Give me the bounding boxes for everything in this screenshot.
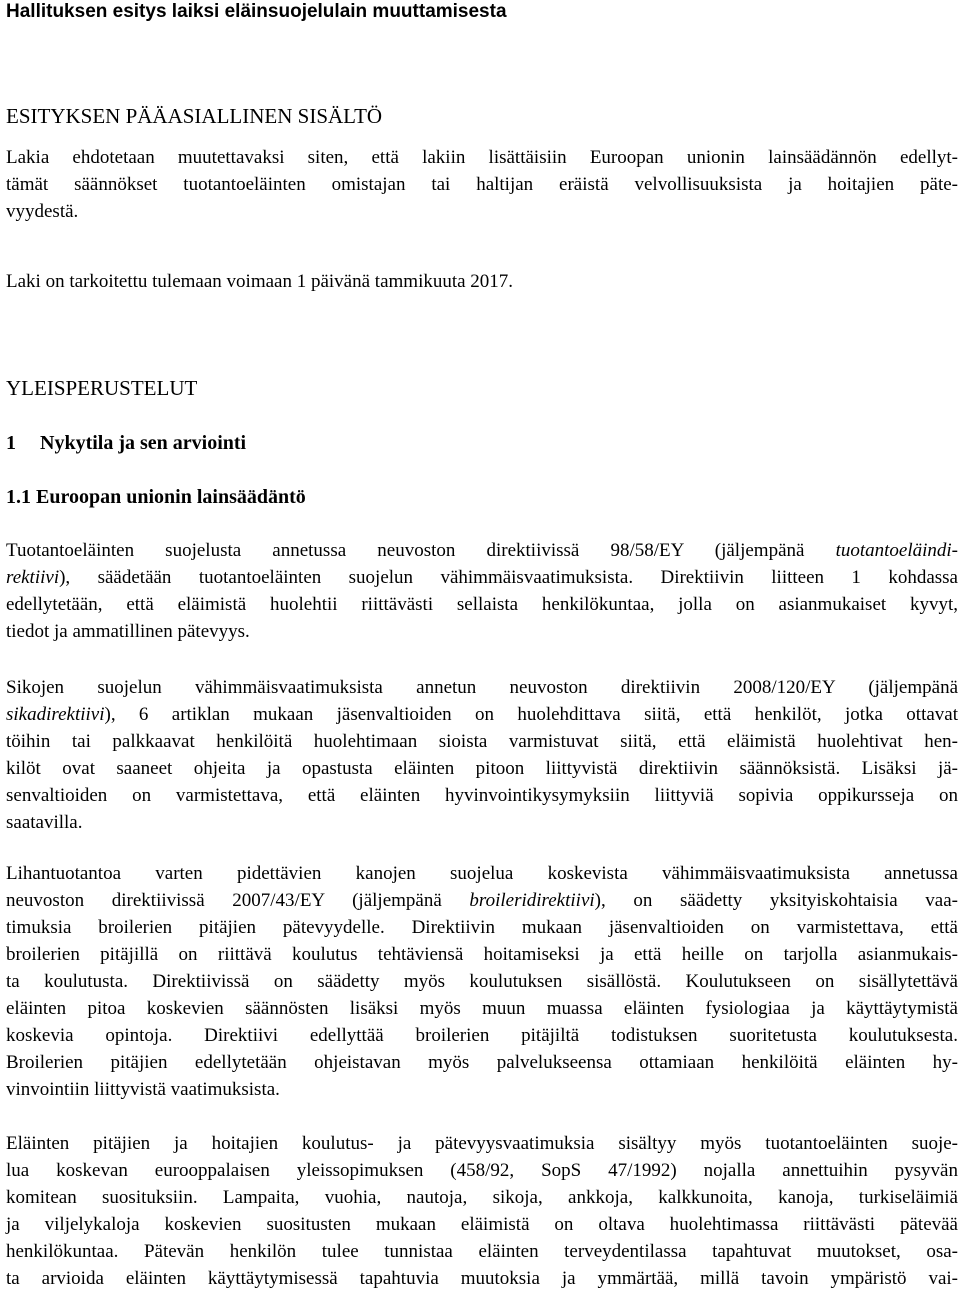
- text-line: vyydestä.: [6, 201, 79, 222]
- text-line: senvaltioiden on varmistettava, että eläinten hyvinvointikysymyksiin liittyviä sopivia oppikursseja on: [6, 785, 958, 806]
- text-line: töihin tai palkkaavat henkilöitä huolehtimaan sioista varmistuvat siitä, että eläimistä huolehtivat hen-: [6, 731, 958, 752]
- text-line: eläinten pitoa koskevien säännösten lisäksi myös muun muassa eläinten fysiologiaa ja käyttäytymistä: [6, 998, 958, 1019]
- text-line: komitean suosituksiin. Lampaita, vuohia, nautoja, sikoja, ankkoja, kalkkunoita, kanoja, turkiseläimiä: [6, 1187, 958, 1208]
- main-content-paragraph-1: [6, 144, 958, 225]
- text-line: henkilökuntaa. Pätevän henkilön tulee tunnistaa eläinten terveydentilassa tapahtuvat muutokset, osa-: [6, 1241, 958, 1262]
- section-number: 1: [6, 432, 16, 454]
- section-1-1-heading: 1.1 Euroopan unionin lainsäädäntö: [6, 486, 306, 508]
- italic-term: tuotantoeläindi-: [835, 540, 958, 561]
- text-line: Laki on tarkoitettu tulemaan voimaan 1 päivänä tammikuuta 2017.: [6, 271, 514, 292]
- text-line: Sikojen suojelun vähimmäisvaatimuksista annetun neuvoston direktiivin 2008/120/EY (jäljempänä: [6, 677, 958, 698]
- section-1-heading: [6, 431, 246, 455]
- text-line: Lihantuotantoa varten pidettävien kanojen suojelua koskevista vähimmäisvaatimuksista annetussa: [6, 863, 958, 884]
- text-line: neuvoston direktiivissä 2007/43/EY (jäljempänä broileridirektiivi), on säädetty yksityiskohtaisia vaa-: [6, 890, 958, 911]
- text-line: Eläinten pitäjien ja hoitajien koulutus- ja pätevyysvaatimuksia sisältyy myös tuotantoeläinten suoje-: [6, 1133, 958, 1154]
- text-line: ta koulutusta. Direktiivissä on säädetty myös koulutuksen sisällöstä. Koulutukseen on sisällytettävä: [6, 971, 958, 992]
- main-content-heading: ESITYKSEN PÄÄASIALLINEN SISÄLTÖ: [6, 104, 383, 128]
- italic-term: rektiivi: [6, 567, 60, 588]
- text-line: koskevia opintoja. Direktiivi edellyttää broilerien pitäjiltä todistuksen suoritetusta koulutuksesta.: [6, 1025, 958, 1046]
- italic-term: broileridirektiivi: [469, 890, 595, 911]
- general-reasoning-heading: YLEISPERUSTELUT: [6, 376, 198, 400]
- text-line: saatavilla.: [6, 812, 83, 833]
- text-line: rektiivi), säädetään tuotantoeläinten suojelun vähimmäisvaatimuksista. Direktiivin liitteen 1 kohdassa: [6, 567, 958, 588]
- text-line: vinvointiin liittyvistä vaatimuksista.: [6, 1079, 280, 1100]
- paragraph-pig-directive: [6, 674, 958, 836]
- text-line: ja viljelykaloja koskevien suositusten mukaan eläimistä on oltava huolehtimassa riittävästi pätevää: [6, 1214, 958, 1235]
- text-line: tämät säännökset tuotantoeläinten omistajan tai haltijan eräistä velvollisuuksista ja hoitajien päte-: [6, 174, 958, 195]
- italic-term: sikadirektiivi: [6, 704, 105, 725]
- text-line: Broilerien pitäjien edellytetään ohjeistavan myös palvelukseensa ottamiaan henkilöitä eläinten hy-: [6, 1052, 958, 1073]
- paragraph-broiler-directive: [6, 860, 958, 1103]
- text-line: lua koskevan eurooppalaisen yleissopimuksen (458/92, SopS 47/1992) nojalla annettuihin pysyvän: [6, 1160, 958, 1181]
- text-line: Lakia ehdotetaan muutettavaksi siten, että lakiin lisättäisiin Euroopan unionin lainsäädännön edellyt-: [6, 147, 958, 168]
- text-line: edellytetään, että eläimistä huolehtii riittävästi sellaista henkilökuntaa, jolla on asianmukaiset kyvyt,: [6, 594, 958, 615]
- section-title: Nykytila ja sen arviointi: [40, 432, 247, 454]
- text-line: Tuotantoeläinten suojelusta annetussa neuvoston direktiivissä 98/58/EY (jäljempänä tuotantoeläindi-: [6, 540, 958, 561]
- main-content-paragraph-2: [6, 268, 958, 295]
- text-line: sikadirektiivi), 6 artiklan mukaan jäsenvaltioiden on huolehdittava siitä, että henkilöt, jotka ottavat: [6, 704, 958, 725]
- text-line: tiedot ja ammatillinen pätevyys.: [6, 621, 250, 642]
- text-line: timuksia broilerien pitäjien pätevyydelle. Direktiivin mukaan jäsenvaltioiden on varmistettava, että: [6, 917, 958, 938]
- text-line: broilerien pitäjillä on riittävä koulutus tehtäviensä hoitamiseksi ja että heille on tarjolla asianmukais-: [6, 944, 958, 965]
- text-line: kilöt ovat saaneet ohjeita ja opastusta eläinten pitoon liittyvistä direktiivin säännöksistä. Lisäksi jä-: [6, 758, 958, 779]
- paragraph-farm-animal-directive: [6, 537, 958, 645]
- document-title: Hallituksen esitys laiksi eläinsuojelulain muuttamisesta: [6, 1, 507, 22]
- paragraph-european-convention: [6, 1130, 958, 1292]
- text-line: ta arvioida eläinten käyttäytymisessä tapahtuvia muutoksia ja ymmärtää, millä tavoin ympäristö vai-: [6, 1268, 958, 1289]
